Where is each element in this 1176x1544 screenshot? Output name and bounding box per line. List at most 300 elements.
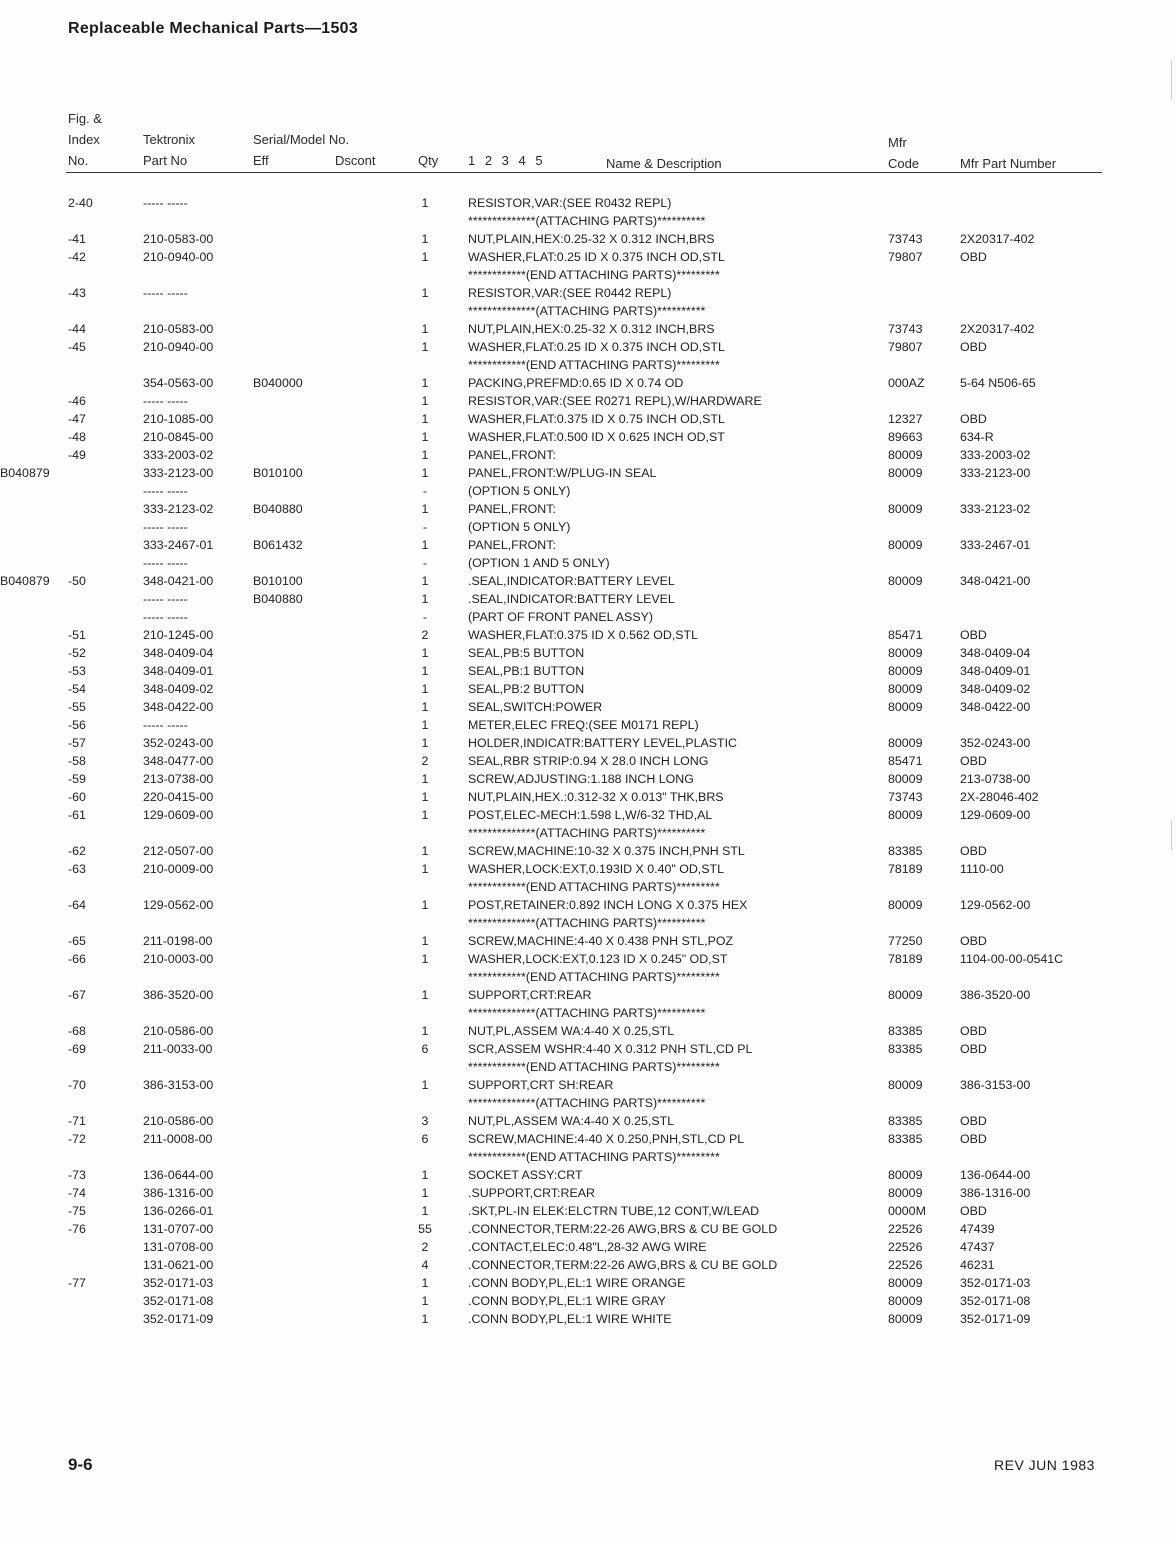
cell-name-description: (OPTION 1 AND 5 ONLY) (468, 556, 610, 570)
cell-mfr-code: 73743 (888, 322, 923, 336)
table-row (0, 590, 1176, 608)
cell-qty: 1 (421, 1312, 429, 1326)
cell-tektronix-part-no: 136-0644-00 (143, 1168, 214, 1182)
table-row (0, 1058, 1176, 1076)
cell-name-description: .CONN BODY,PL,EL:1 WIRE ORANGE (468, 1276, 686, 1290)
cell-mfr-code: 80009 (888, 898, 923, 912)
cell-tektronix-part-no: 352-0171-09 (143, 1312, 214, 1326)
cell-mfr-part-number: 46231 (960, 1258, 995, 1272)
cell-name-description: .SEAL,INDICATOR:BATTERY LEVEL (468, 574, 675, 588)
cell-name-description: SEAL,PB:5 BUTTON (468, 646, 585, 660)
cell-name-description: ************(END ATTACHING PARTS)********* (468, 268, 720, 282)
cell-index-no: -76 (68, 1222, 86, 1236)
table-row (0, 662, 1176, 680)
cell-mfr-part-number: OBD (960, 1114, 987, 1128)
cell-mfr-part-number: 47439 (960, 1222, 995, 1236)
table-row (0, 716, 1176, 734)
cell-serial-eff: B010100 (253, 466, 303, 480)
cell-mfr-part-number: 136-0644-00 (960, 1168, 1031, 1182)
cell-name-description: SEAL,RBR STRIP:0.94 X 28.0 INCH LONG (468, 754, 709, 768)
cell-mfr-part-number: 2X-28046-402 (960, 790, 1039, 804)
cell-name-description: ************(END ATTACHING PARTS)********* (468, 970, 720, 984)
cell-index-no: -56 (68, 718, 86, 732)
cell-mfr-part-number: 333-2003-02 (960, 448, 1031, 462)
cell-tektronix-part-no: 352-0243-00 (143, 736, 214, 750)
cell-tektronix-part-no: 220-0415-00 (143, 790, 214, 804)
table-row (0, 320, 1176, 338)
cell-name-description: RESISTOR,VAR:(SEE R0442 REPL) (468, 286, 672, 300)
cell-mfr-code: 79807 (888, 340, 923, 354)
cell-name-description: WASHER,LOCK:EXT,0.123 ID X 0.245" OD,ST (468, 952, 728, 966)
cell-name-description: ************(END ATTACHING PARTS)********* (468, 1150, 720, 1164)
cell-qty: 1 (421, 322, 429, 336)
cell-name-description: **************(ATTACHING PARTS)********** (468, 826, 706, 840)
cell-mfr-part-number: 386-1316-00 (960, 1186, 1031, 1200)
cell-index-no: -60 (68, 790, 86, 804)
cell-qty: - (422, 520, 428, 534)
cell-mfr-code: 80009 (888, 772, 923, 786)
cell-name-description: SCREW,MACHINE:4-40 X 0.250,PNH,STL,CD PL (468, 1132, 745, 1146)
table-row (0, 338, 1176, 356)
cell-qty: 1 (421, 250, 429, 264)
cell-name-description: WASHER,LOCK:EXT,0.193ID X 0.40" OD,STL (468, 862, 724, 876)
header-index-line: Index (68, 132, 100, 147)
cell-tektronix-part-no: 333-2123-00 (143, 466, 214, 480)
cell-mfr-code: 80009 (888, 664, 923, 678)
cell-serial-dscont: B040879 (0, 574, 50, 588)
cell-index-no: -62 (68, 844, 86, 858)
cell-mfr-code: 73743 (888, 790, 923, 804)
cell-mfr-code: 80009 (888, 988, 923, 1002)
cell-qty: 1 (421, 592, 429, 606)
table-row (0, 734, 1176, 752)
cell-name-description: POST,RETAINER:0.892 INCH LONG X 0.375 HEX (468, 898, 748, 912)
cell-qty: 1 (421, 376, 429, 390)
table-row (0, 680, 1176, 698)
cell-mfr-part-number: 386-3153-00 (960, 1078, 1031, 1092)
table-row (0, 824, 1176, 842)
cell-name-description: WASHER,FLAT:0.375 ID X 0.75 INCH OD,STL (468, 412, 725, 426)
cell-qty: 1 (421, 538, 429, 552)
cell-tektronix-part-no: 348-0421-00 (143, 574, 214, 588)
header-mfr-part: Mfr Part Number (960, 156, 1057, 171)
cell-tektronix-part-no: 210-0003-00 (143, 952, 214, 966)
header-code-line: Mfr (888, 135, 907, 150)
cell-name-description: ************(END ATTACHING PARTS)********* (468, 1060, 720, 1074)
cell-tektronix-part-no: 386-1316-00 (143, 1186, 214, 1200)
table-row (0, 1166, 1176, 1184)
cell-name-description: **************(ATTACHING PARTS)********** (468, 304, 706, 318)
table-row (0, 194, 1176, 212)
cell-mfr-code: 85471 (888, 628, 923, 642)
table-row (0, 284, 1176, 302)
cell-index-no: -75 (68, 1204, 86, 1218)
cell-mfr-code: 80009 (888, 808, 923, 822)
table-row (0, 698, 1176, 716)
cell-qty: 6 (421, 1042, 429, 1056)
cell-mfr-code: 80009 (888, 700, 923, 714)
cell-mfr-part-number: 333-2123-02 (960, 502, 1031, 516)
cell-tektronix-part-no: 211-0198-00 (143, 934, 213, 948)
header-index-line: No. (68, 153, 89, 168)
cell-tektronix-part-no: 210-0940-00 (143, 250, 214, 264)
header-serial-label: Serial/Model No. (253, 132, 350, 147)
cell-index-no: -45 (68, 340, 86, 354)
cell-qty: 1 (421, 736, 429, 750)
cell-qty: 1 (421, 934, 429, 948)
cell-name-description: **************(ATTACHING PARTS)********** (468, 1096, 706, 1110)
cell-tektronix-part-no: 210-0583-00 (143, 322, 214, 336)
cell-qty: 1 (421, 574, 429, 588)
cell-mfr-code: 79807 (888, 250, 923, 264)
cell-index-no: -70 (68, 1078, 86, 1092)
cell-tektronix-part-no: ----- ----- (143, 520, 188, 534)
cell-mfr-code: 22526 (888, 1240, 923, 1254)
table-row (0, 1256, 1176, 1274)
cell-name-description: NUT,PLAIN,HEX:0.25-32 X 0.312 INCH,BRS (468, 232, 715, 246)
cell-tektronix-part-no: 210-0845-00 (143, 430, 214, 444)
cell-mfr-part-number: 213-0738-00 (960, 772, 1031, 786)
table-row (0, 608, 1176, 626)
cell-qty: 1 (421, 664, 429, 678)
cell-index-no: 2-40 (68, 196, 93, 210)
cell-index-no: -44 (68, 322, 86, 336)
cell-mfr-part-number: 1110-00 (960, 862, 1004, 876)
cell-index-no: -55 (68, 700, 86, 714)
cell-mfr-part-number: 348-0421-00 (960, 574, 1031, 588)
cell-mfr-part-number: 129-0562-00 (960, 898, 1031, 912)
cell-qty: 1 (421, 232, 429, 246)
cell-mfr-code: 0000M (888, 1204, 926, 1218)
cell-tektronix-part-no: 211-0033-00 (143, 1042, 213, 1056)
cell-tektronix-part-no: 386-3153-00 (143, 1078, 214, 1092)
header-qty: Qty (418, 153, 439, 168)
revision-date: REV JUN 1983 (994, 1457, 1095, 1473)
table-row (0, 1292, 1176, 1310)
table-row (0, 410, 1176, 428)
cell-tektronix-part-no: 213-0738-00 (143, 772, 214, 786)
cell-mfr-part-number: 129-0609-00 (960, 808, 1031, 822)
cell-name-description: SOCKET ASSY:CRT (468, 1168, 583, 1182)
header-index (68, 108, 102, 171)
cell-tektronix-part-no: 333-2467-01 (143, 538, 214, 552)
cell-tektronix-part-no: ----- ----- (143, 484, 188, 498)
table-row (0, 1274, 1176, 1292)
table-row (0, 770, 1176, 788)
cell-name-description: HOLDER,INDICATR:BATTERY LEVEL,PLASTIC (468, 736, 737, 750)
cell-name-description: .CONN BODY,PL,EL:1 WIRE GRAY (468, 1294, 666, 1308)
cell-index-no: -53 (68, 664, 86, 678)
table-row (0, 1022, 1176, 1040)
cell-name-description: PANEL,FRONT: (468, 538, 556, 552)
cell-mfr-code: 80009 (888, 502, 923, 516)
cell-name-description: .SUPPORT,CRT:REAR (468, 1186, 595, 1200)
cell-name-description: SCREW,MACHINE:10-32 X 0.375 INCH,PNH STL (468, 844, 745, 858)
cell-tektronix-part-no: 354-0563-00 (143, 376, 214, 390)
cell-mfr-part-number: 47437 (960, 1240, 995, 1254)
cell-qty: 1 (421, 808, 429, 822)
cell-tektronix-part-no: ----- ----- (143, 610, 188, 624)
table-row (0, 644, 1176, 662)
table-row (0, 626, 1176, 644)
cell-mfr-code: 83385 (888, 1114, 923, 1128)
cell-index-no: -73 (68, 1168, 86, 1182)
cell-mfr-code: 80009 (888, 466, 923, 480)
cell-mfr-part-number: OBD (960, 412, 987, 426)
cell-name-description: SCR,ASSEM WSHR:4-40 X 0.312 PNH STL,CD PL (468, 1042, 753, 1056)
cell-index-no: -51 (68, 628, 86, 642)
cell-mfr-part-number: 348-0422-00 (960, 700, 1031, 714)
cell-index-no: -54 (68, 682, 86, 696)
table-row (0, 1094, 1176, 1112)
cell-mfr-code: 83385 (888, 844, 923, 858)
cell-mfr-code: 83385 (888, 1132, 923, 1146)
header-code-line: Code (888, 156, 920, 171)
cell-index-no: -64 (68, 898, 86, 912)
table-row (0, 1004, 1176, 1022)
cell-index-no: -49 (68, 448, 86, 462)
cell-name-description: PANEL,FRONT:W/PLUG-IN SEAL (468, 466, 657, 480)
cell-mfr-code: 80009 (888, 1312, 923, 1326)
cell-tektronix-part-no: ----- ----- (143, 394, 188, 408)
cell-index-no: -47 (68, 412, 86, 426)
header-part-line: Part No (143, 153, 188, 168)
cell-index-no: -46 (68, 394, 86, 408)
cell-name-description: SEAL,SWITCH:POWER (468, 700, 603, 714)
cell-tektronix-part-no: ----- ----- (143, 556, 188, 570)
table-row (0, 1202, 1176, 1220)
table-row (0, 1040, 1176, 1058)
cell-name-description: NUT,PLAIN,HEX:0.25-32 X 0.312 INCH,BRS (468, 322, 715, 336)
header-serial (253, 129, 349, 150)
cell-tektronix-part-no: ----- ----- (143, 592, 188, 606)
cell-name-description: WASHER,FLAT:0.25 ID X 0.375 INCH OD,STL (468, 250, 725, 264)
cell-mfr-part-number: 2X20317-402 (960, 322, 1035, 336)
cell-name-description: SCREW,MACHINE:4-40 X 0.438 PNH STL,POZ (468, 934, 734, 948)
table-row (0, 554, 1176, 572)
cell-name-description: NUT,PL,ASSEM WA:4-40 X 0.25,STL (468, 1024, 675, 1038)
cell-mfr-code: 80009 (888, 538, 923, 552)
cell-tektronix-part-no: 129-0609-00 (143, 808, 214, 822)
cell-serial-eff: B040000 (253, 376, 303, 390)
cell-serial-dscont: B040879 (0, 466, 50, 480)
cell-qty: 1 (421, 502, 429, 516)
cell-qty: 4 (421, 1258, 429, 1272)
cell-qty: 1 (421, 394, 429, 408)
cell-name-description: SEAL,PB:2 BUTTON (468, 682, 585, 696)
table-row (0, 914, 1176, 932)
cell-name-description: (OPTION 5 ONLY) (468, 520, 571, 534)
cell-qty: 3 (421, 1114, 429, 1128)
table-row (0, 482, 1176, 500)
table-row (0, 968, 1176, 986)
cell-mfr-code: 80009 (888, 646, 923, 660)
cell-tektronix-part-no: ----- ----- (143, 196, 188, 210)
cell-qty: 1 (421, 1186, 429, 1200)
cell-qty: 1 (421, 466, 429, 480)
cell-mfr-code: 78189 (888, 952, 923, 966)
cell-qty: 1 (421, 646, 429, 660)
cell-index-no: -57 (68, 736, 86, 750)
cell-tektronix-part-no: 352-0171-08 (143, 1294, 214, 1308)
header-part-line: Tektronix (143, 132, 196, 147)
cell-index-no: -59 (68, 772, 86, 786)
cell-qty: 2 (421, 628, 429, 642)
header-eff: Eff (253, 153, 269, 168)
table-row (0, 374, 1176, 392)
cell-mfr-part-number: 348-0409-02 (960, 682, 1031, 696)
cell-name-description: ************(END ATTACHING PARTS)********* (468, 358, 720, 372)
cell-tektronix-part-no: 131-0707-00 (143, 1222, 214, 1236)
cell-mfr-code: 22526 (888, 1222, 923, 1236)
cell-mfr-part-number: OBD (960, 628, 987, 642)
cell-serial-eff: B040880 (253, 502, 303, 516)
table-row (0, 986, 1176, 1004)
cell-name-description: **************(ATTACHING PARTS)********** (468, 916, 706, 930)
cell-mfr-part-number: 386-3520-00 (960, 988, 1031, 1002)
cell-tektronix-part-no: 136-0266-01 (143, 1204, 214, 1218)
table-row (0, 950, 1176, 968)
cell-index-no: -72 (68, 1132, 86, 1146)
cell-mfr-part-number: OBD (960, 1132, 987, 1146)
cell-mfr-code: 85471 (888, 754, 923, 768)
cell-index-no: -74 (68, 1186, 86, 1200)
cell-name-description: PACKING,PREFMD:0.65 ID X 0.74 OD (468, 376, 684, 390)
cell-index-no: -61 (68, 808, 86, 822)
cell-mfr-code: 12327 (888, 412, 923, 426)
table-row (0, 1310, 1176, 1328)
cell-name-description: WASHER,FLAT:0.25 ID X 0.375 INCH OD,STL (468, 340, 725, 354)
table-row (0, 230, 1176, 248)
cell-mfr-code: 73743 (888, 232, 923, 246)
table-row (0, 428, 1176, 446)
cell-index-no: -58 (68, 754, 86, 768)
cell-mfr-part-number: 634-R (960, 430, 994, 444)
cell-qty: 1 (421, 1024, 429, 1038)
table-row (0, 1238, 1176, 1256)
cell-tektronix-part-no: 131-0708-00 (143, 1240, 214, 1254)
cell-mfr-part-number: 5-64 N506-65 (960, 376, 1036, 390)
cell-name-description: METER,ELEC FREQ:(SEE M0171 REPL) (468, 718, 699, 732)
cell-mfr-code: 22526 (888, 1258, 923, 1272)
cell-name-description: **************(ATTACHING PARTS)********** (468, 214, 706, 228)
cell-qty: 1 (421, 1294, 429, 1308)
cell-qty: 1 (421, 448, 429, 462)
cell-name-description: .SKT,PL-IN ELEK:ELCTRN TUBE,12 CONT,W/LEAD (468, 1204, 760, 1218)
cell-mfr-part-number: OBD (960, 934, 987, 948)
cell-index-no: -68 (68, 1024, 86, 1038)
cell-tektronix-part-no: 348-0422-00 (143, 700, 214, 714)
cell-name-description: .CONNECTOR,TERM:22-26 AWG,BRS & CU BE GOLD (468, 1258, 778, 1272)
cell-qty: 1 (421, 286, 429, 300)
cell-mfr-part-number: OBD (960, 754, 987, 768)
cell-index-no: -71 (68, 1114, 86, 1128)
cell-qty: 1 (421, 772, 429, 786)
cell-qty: 2 (421, 1240, 429, 1254)
cell-mfr-part-number: 352-0171-09 (960, 1312, 1031, 1326)
cell-name-description: RESISTOR,VAR:(SEE R0271 REPL),W/HARDWARE (468, 394, 762, 408)
table-row (0, 932, 1176, 950)
cell-index-no: -52 (68, 646, 86, 660)
cell-mfr-code: 000AZ (888, 376, 925, 390)
cell-mfr-code: 80009 (888, 1186, 923, 1200)
cell-mfr-code: 80009 (888, 682, 923, 696)
cell-name-description: WASHER,FLAT:0.375 ID X 0.562 OD,STL (468, 628, 698, 642)
header-part (143, 129, 195, 171)
cell-name-description: POST,ELEC-MECH:1.598 L,W/6-32 THD,AL (468, 808, 713, 822)
cell-tektronix-part-no: 212-0507-00 (143, 844, 214, 858)
cell-mfr-code: 83385 (888, 1024, 923, 1038)
parts-table (0, 194, 1176, 1328)
cell-mfr-part-number: 352-0171-08 (960, 1294, 1031, 1308)
table-row (0, 248, 1176, 266)
table-row (0, 572, 1176, 590)
cell-tektronix-part-no: 210-1085-00 (143, 412, 214, 426)
table-row (0, 896, 1176, 914)
table-row (0, 302, 1176, 320)
cell-mfr-code: 89663 (888, 430, 923, 444)
cell-mfr-code: 80009 (888, 736, 923, 750)
cell-tektronix-part-no: ----- ----- (143, 718, 188, 732)
cell-mfr-part-number: 2X20317-402 (960, 232, 1035, 246)
cell-name-description: WASHER,FLAT:0.500 ID X 0.625 INCH OD,ST (468, 430, 725, 444)
cell-tektronix-part-no: 210-0586-00 (143, 1024, 214, 1038)
table-row (0, 356, 1176, 374)
cell-tektronix-part-no: 348-0409-02 (143, 682, 214, 696)
cell-tektronix-part-no: 131-0621-00 (143, 1258, 214, 1272)
table-row (0, 878, 1176, 896)
table-row (0, 1130, 1176, 1148)
cell-mfr-part-number: 333-2123-00 (960, 466, 1031, 480)
cell-index-no: -66 (68, 952, 86, 966)
cell-tektronix-part-no: 386-3520-00 (143, 988, 214, 1002)
header-code (888, 132, 919, 174)
cell-tektronix-part-no: 348-0409-04 (143, 646, 214, 660)
cell-mfr-code: 80009 (888, 1168, 923, 1182)
cell-name-description: (OPTION 5 ONLY) (468, 484, 571, 498)
cell-mfr-part-number: 1104-00-00-0541C (960, 952, 1064, 966)
cell-qty: 1 (421, 1168, 429, 1182)
cell-mfr-code: 83385 (888, 1042, 923, 1056)
cell-mfr-part-number: OBD (960, 1024, 987, 1038)
cell-qty: 1 (421, 340, 429, 354)
cell-mfr-part-number: 348-0409-01 (960, 664, 1031, 678)
table-row (0, 806, 1176, 824)
cell-qty: - (422, 484, 428, 498)
cell-serial-eff: B040880 (253, 592, 303, 606)
cell-tektronix-part-no: ----- ----- (143, 286, 188, 300)
cell-tektronix-part-no: 210-0586-00 (143, 1114, 214, 1128)
cell-serial-eff: B061432 (253, 538, 303, 552)
cell-index-no: -48 (68, 430, 86, 444)
table-row (0, 1112, 1176, 1130)
cell-name-description: .CONN BODY,PL,EL:1 WIRE WHITE (468, 1312, 672, 1326)
table-row (0, 464, 1176, 482)
cell-qty: 1 (421, 790, 429, 804)
cell-qty: 1 (421, 700, 429, 714)
cell-index-no: -41 (68, 232, 86, 246)
cell-tektronix-part-no: 352-0171-03 (143, 1276, 214, 1290)
cell-name-description: RESISTOR,VAR:(SEE R0432 REPL) (468, 196, 672, 210)
header-indent: 1 2 3 4 5 (468, 153, 546, 168)
cell-mfr-code: 80009 (888, 448, 923, 462)
cell-qty: 1 (421, 1276, 429, 1290)
cell-mfr-part-number: 352-0171-03 (960, 1276, 1031, 1290)
cell-name-description: .CONNECTOR,TERM:22-26 AWG,BRS & CU BE GOLD (468, 1222, 778, 1236)
cell-mfr-part-number: OBD (960, 340, 987, 354)
cell-qty: - (422, 556, 428, 570)
header-dscont: Dscont (335, 153, 376, 168)
